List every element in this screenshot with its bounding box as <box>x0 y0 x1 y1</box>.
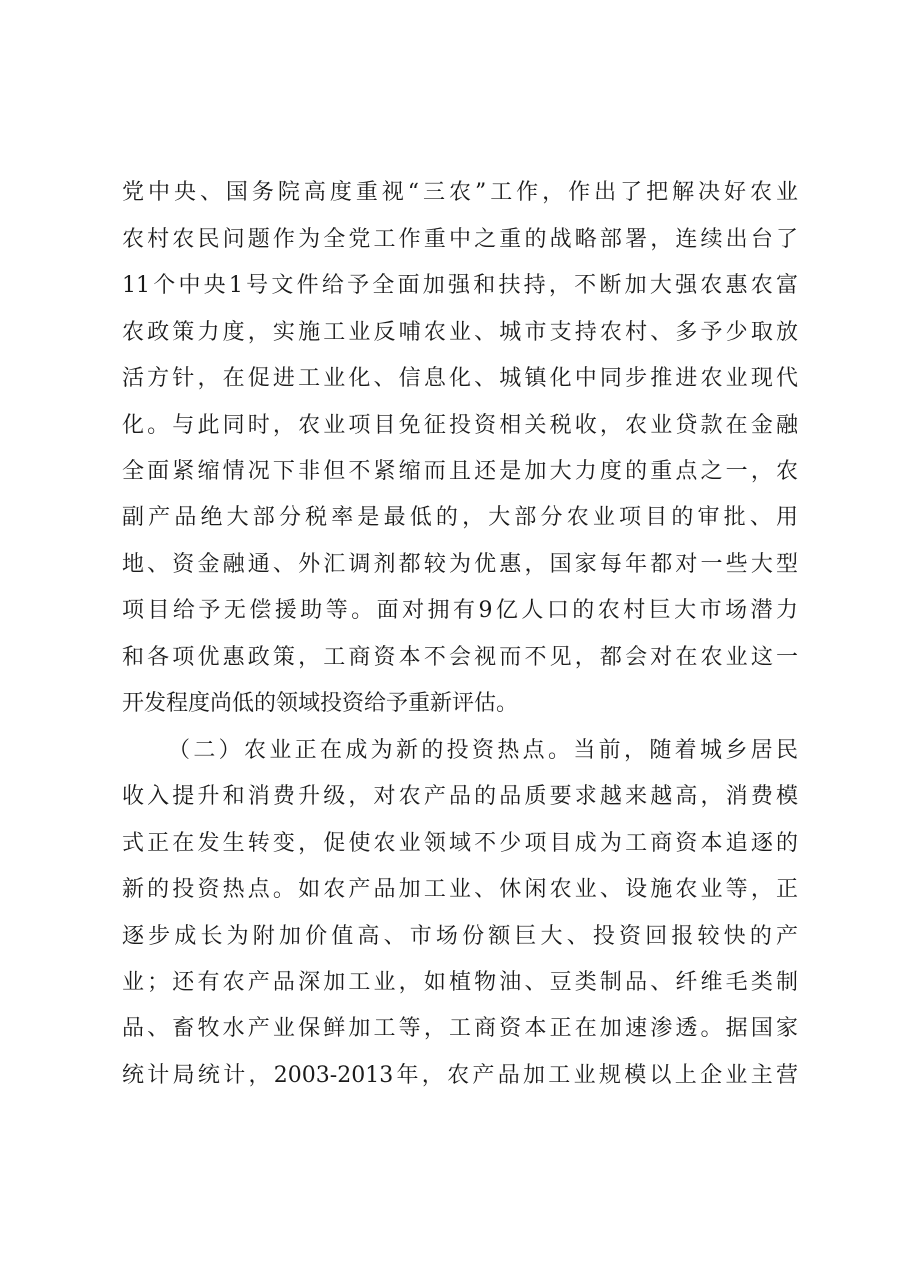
paragraph-2-line-8: 统计局统计，2003-2013年，农产品加工业规模以上企业主营 <box>122 1063 798 1088</box>
paragraph-2-line-6: 业；还有农产品深加工业，如植物油、豆类制品、纤维毛类制 <box>122 970 798 995</box>
paragraph-2-line-4: 新的投资热点。如农产品加工业、休闲农业、设施农业等，正 <box>122 877 798 902</box>
paragraph-2-line-3: 式正在发生转变，促使农业领域不少项目成为工商资本追逐的 <box>122 831 798 856</box>
paragraph-1-line-10: 项目给予无偿援助等。面对拥有9亿人口的农村巨大市场潜力 <box>122 598 798 623</box>
paragraph-2-line-7: 品、畜牧水产业保鲜加工等，工商资本正在加速渗透。据国家 <box>122 1016 798 1041</box>
paragraph-1-line-9: 地、资金融通、外汇调剂都较为优惠，国家每年都对一些大型 <box>122 552 798 577</box>
paragraph-2-line-2: 收入提升和消费升级，对农产品的品质要求越来越高，消费模 <box>122 784 798 809</box>
paragraph-1-line-1: 党中央、国务院高度重视“三农”工作，作出了把解决好农业 <box>122 180 798 205</box>
paragraph-1-line-11: 和各项优惠政策，工商资本不会视而不见，都会对在农业这一 <box>122 645 798 670</box>
paragraph-2-line-1: （二）农业正在成为新的投资热点。当前，随着城乡居民 <box>168 738 798 763</box>
paragraph-1-line-7: 全面紧缩情况下非但不紧缩而且还是加大力度的重点之一，农 <box>122 459 798 484</box>
paragraph-1-line-3: 11个中央1号文件给予全面加强和扶持，不断加大强农惠农富 <box>122 273 798 298</box>
paragraph-1-line-4: 农政策力度，实施工业反哺农业、城市支持农村、多予少取放 <box>122 320 798 345</box>
paragraph-1-line-5: 活方针，在促进工业化、信息化、城镇化中同步推进农业现代 <box>122 366 798 391</box>
paragraph-1-line-2: 农村农民问题作为全党工作重中之重的战略部署，连续出台了 <box>122 227 798 252</box>
paragraph-1-line-8: 副产品绝大部分税率是最低的，大部分农业项目的审批、用 <box>122 505 798 530</box>
paragraph-1-line-6: 化。与此同时，农业项目免征投资相关税收，农业贷款在金融 <box>122 413 798 438</box>
paragraph-1-line-12: 开发程度尚低的领域投资给予重新评估。 <box>122 691 519 716</box>
paragraph-2-line-5: 逐步成长为附加价值高、市场份额巨大、投资回报较快的产 <box>122 924 798 949</box>
